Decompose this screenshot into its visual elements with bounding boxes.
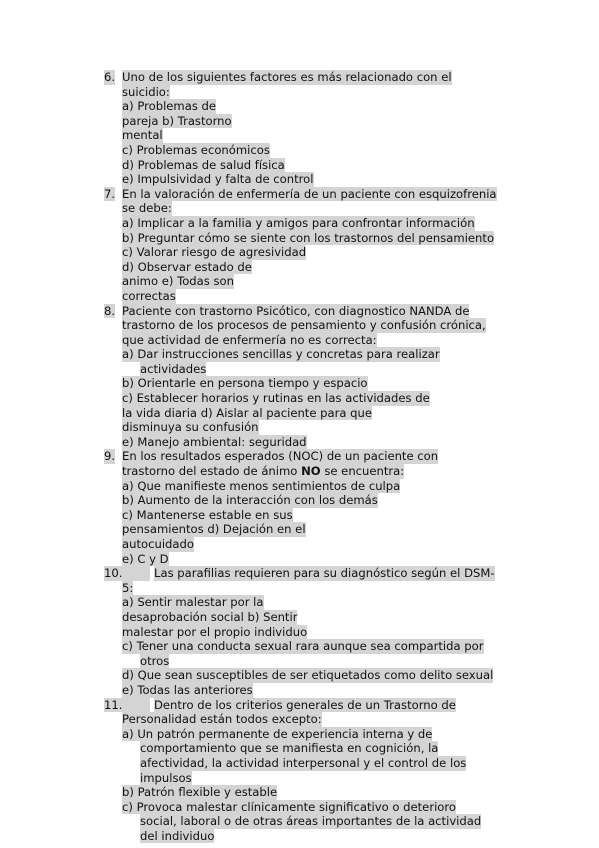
questions-list — [104, 70, 524, 843]
option-line: comportamiento que se manifiesta en cognición, la — [140, 741, 439, 756]
option-line: la vida diaria d) Aislar al paciente para que — [122, 405, 373, 420]
question-stem-line: Personalidad están todos excepto: — [122, 712, 322, 727]
question-number: 9. — [104, 449, 116, 464]
option-line: correctas — [122, 288, 176, 303]
option-line: social, laboral o de otras áreas importantes de la actividad — [140, 814, 482, 829]
question-11 — [104, 698, 524, 844]
option-line: mental — [122, 128, 163, 143]
option-line: c) Problemas económicos — [122, 142, 270, 157]
question-stem-line: En los resultados esperados (NOC) de un paciente con — [122, 449, 439, 464]
question-stem-line: Dentro de los criterios generales de un Trastorno de — [154, 697, 456, 712]
option-line: a) Dar instrucciones sencillas y concretas para realizar — [122, 347, 440, 362]
option-line: e) Todas las anteriores — [122, 682, 253, 697]
question-stem-line: trastorno de los procesos de pensamiento y confusión crónica, — [122, 318, 486, 333]
option-line: autocuidado — [122, 537, 194, 551]
question-stem-line — [122, 464, 404, 479]
option-line: disminuya su confusión — [122, 420, 259, 435]
option-line: a) Un patrón permanente de experiencia interna y de — [122, 726, 433, 741]
option-line: c) Valorar riesgo de agresividad — [122, 245, 307, 260]
option-line: e) C y D — [122, 551, 169, 566]
stem-text: trastorno del estado de ánimo — [122, 464, 302, 479]
option-line: b) Patrón flexible y estable — [122, 785, 278, 800]
question-number: 8. — [104, 303, 116, 318]
question-stem-line: que actividad de enfermería no es correcta: — [122, 332, 377, 347]
question-9 — [104, 449, 524, 566]
option-line: desaprobación social b) Sentir — [122, 609, 298, 624]
question-stem-line: Las parafilias requieren para su diagnóstico según el DSM- — [154, 566, 495, 581]
question-stem-line: se debe: — [122, 201, 172, 216]
question-stem-line: 5: — [122, 580, 134, 595]
question-number: 10. — [104, 566, 150, 581]
question-stem-line: En la valoración de enfermería de un paciente con esquizofrenia — [122, 186, 497, 201]
option-line: a) Problemas de — [122, 99, 217, 114]
emphasis-text: NO — [301, 464, 321, 479]
option-line: animo e) Todas son — [122, 274, 234, 289]
option-line: a) Implicar a la familia y amigos para confrontar información — [122, 215, 475, 230]
option-line: d) Problemas de salud física — [122, 157, 285, 172]
stem-text: se encuentra: — [320, 464, 405, 479]
option-line: c) Mantenerse estable en sus — [122, 507, 293, 522]
option-line: b) Preguntar cómo se siente con los trastornos del pensamiento — [122, 230, 495, 245]
option-line: d) Que sean susceptibles de ser etiquetados como delito sexual — [122, 668, 494, 683]
option-line: pensamientos d) Dejación en el — [122, 522, 306, 537]
question-stem-line: Paciente con trastorno Psicótico, con diagnostico NANDA de — [122, 303, 470, 318]
option-line: actividades — [140, 361, 207, 376]
question-number: 6. — [104, 70, 116, 84]
question-number: 7. — [104, 186, 116, 201]
option-line: c) Establecer horarios y rutinas en las actividades de — [122, 391, 430, 406]
option-line: e) Manejo ambiental: seguridad — [122, 434, 307, 449]
question-stem-line: Uno de los siguientes factores es más relacionado con el — [122, 70, 452, 84]
question-10 — [104, 566, 524, 697]
option-line: b) Aumento de la interacción con los demás — [122, 493, 378, 508]
option-line: e) Impulsividad y falta de control — [122, 172, 314, 187]
question-7 — [104, 187, 524, 304]
question-8 — [104, 304, 524, 450]
option-line: c) Tener una conducta sexual rara aunque sea compartida por — [122, 639, 484, 654]
option-line: b) Orientarle en persona tiempo y espacio — [122, 376, 368, 391]
question-6 — [104, 70, 524, 187]
option-line: del individuo — [140, 828, 215, 843]
option-line: a) Sentir malestar por la — [122, 595, 264, 610]
option-line: d) Observar estado de — [122, 259, 252, 274]
question-stem-line: suicidio: — [122, 84, 170, 99]
question-number: 11. — [104, 698, 150, 713]
option-line: otros — [140, 653, 170, 668]
option-line: impulsos — [140, 770, 192, 785]
option-line: malestar por el propio individuo — [122, 624, 308, 639]
option-line: a) Que manifieste menos sentimientos de culpa — [122, 478, 401, 493]
option-line: c) Provoca malestar clínicamente significativo o deterioro — [122, 799, 457, 814]
option-line: afectividad, la actividad interpersonal y el control de los — [140, 755, 467, 770]
option-line: pareja b) Trastorno — [122, 113, 232, 128]
